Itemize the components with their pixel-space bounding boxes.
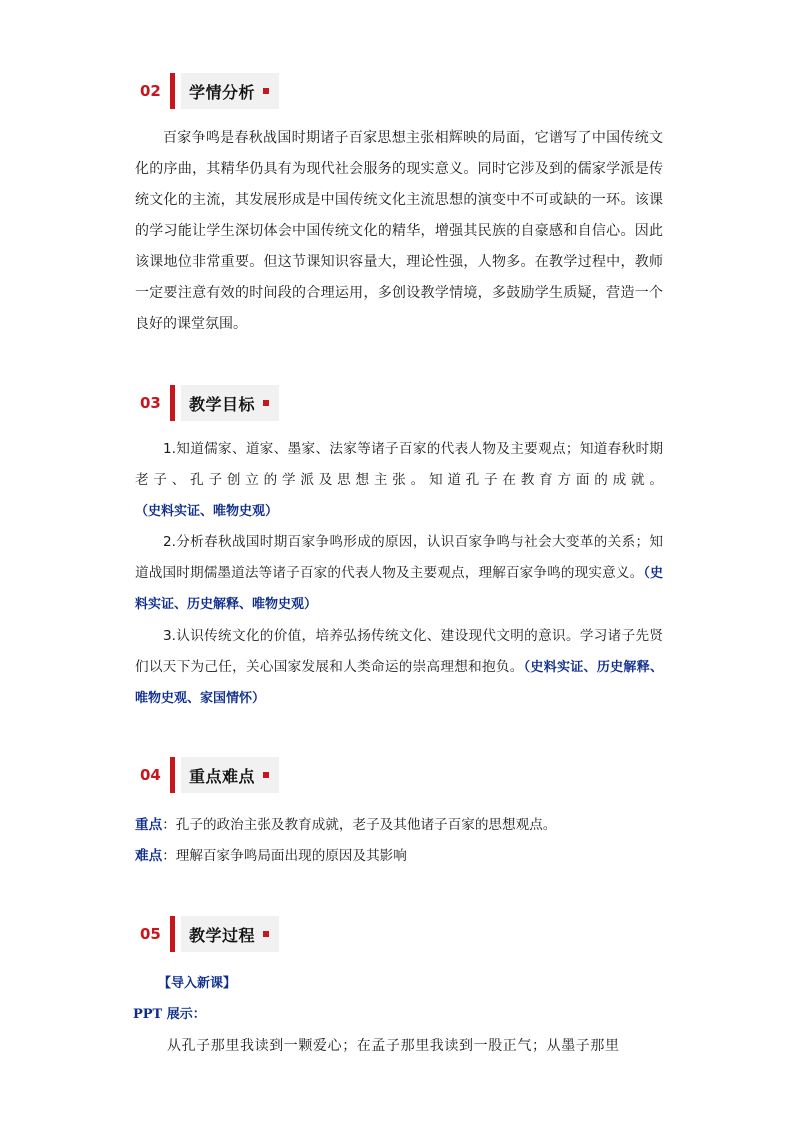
section-title: 重点难点 xyxy=(189,766,256,786)
section-header-process xyxy=(140,916,279,952)
difficulty-label: 难点 xyxy=(135,848,163,864)
goal-item xyxy=(135,621,663,714)
ppt-label: PPT 展示： xyxy=(133,1007,206,1022)
key-point-line xyxy=(135,814,556,836)
section-number: 05 xyxy=(140,925,161,943)
section-title: 学情分析 xyxy=(189,82,256,102)
section-accent-bar xyxy=(170,916,175,952)
square-bullet-icon xyxy=(263,88,269,94)
section-number: 03 xyxy=(140,394,161,412)
quote-text: 从孔子那里我读到一颗爱心；在孟子那里我读到一股正气；从墨子那里 xyxy=(167,1038,620,1054)
square-bullet-icon xyxy=(263,772,269,778)
section-title-box xyxy=(181,385,279,421)
section-header-goals xyxy=(140,385,279,421)
difficulty-line xyxy=(135,845,407,867)
analysis-paragraph: 百家争鸣是春秋战国时期诸子百家思想主张相辉映的局面，它谱写了中国传统文化的序曲，其精华仍具有为现代社会服务的现实意义。同时它涉及到的儒家学派是传统文化的主流，其发展形成是中国传统文化主流思想的演变中不可或缺的一环。该课的学习能让学生深切体会中国传统文化的精华，增强其民族的自豪感和自信心。因此该课地位非常重要。但这节课知识容量大，理论性强，人物多。在教学过程中，教师一定要注意有效的时间段的合理运用，多创设教学情境，多鼓励学生质疑，营造一个良好的课堂氛围。 xyxy=(135,130,663,332)
section-title-box xyxy=(181,73,279,109)
goal-text: 3.认识传统文化的价值，培养弘扬传统文化、建设现代文明的意识。学习诸子先贤们以天下为己任，关心国家发展和人类命运的崇高理想和抱负。 xyxy=(135,628,663,675)
section-header-analysis xyxy=(140,73,279,109)
section-header-keypoints xyxy=(140,757,279,793)
square-bullet-icon xyxy=(263,400,269,406)
section-title: 教学过程 xyxy=(189,925,256,945)
section-title-box xyxy=(181,757,279,793)
goal-tag: （史料实证、历史解释、唯物史观、家国情怀） xyxy=(135,660,663,706)
section-title-box xyxy=(181,916,279,952)
key-point-text: ：孔子的政治主张及教育成就，老子及其他诸子百家的思想观点。 xyxy=(162,817,557,833)
goal-item xyxy=(135,527,663,620)
goal-tag: （史料实证、历史解释、唯物史观） xyxy=(135,566,663,612)
section-number: 02 xyxy=(140,82,161,100)
key-point-label: 重点 xyxy=(135,817,163,833)
goal-text: 2.分析春秋战国时期百家争鸣形成的原因，认识百家争鸣与社会大变革的关系；知道战国时期儒墨道法等诸子百家的代表人物及主要观点，理解百家争鸣的现实意义。 xyxy=(135,534,663,581)
intro-heading: 【导入新课】 xyxy=(158,976,237,991)
goal-tag: （史料实证、唯物史观） xyxy=(135,504,279,519)
section-title: 教学目标 xyxy=(189,394,256,414)
goal-item xyxy=(135,434,663,527)
section-number: 04 xyxy=(140,766,161,784)
section-accent-bar xyxy=(170,73,175,109)
goal-text: 1.知道儒家、道家、墨家、法家等诸子百家的代表人物及主要观点；知道春秋时期老子、孔子创立的学派及思想主张。知道孔子在教育方面的成就。 xyxy=(135,441,663,488)
square-bullet-icon xyxy=(263,931,269,937)
section-accent-bar xyxy=(170,757,175,793)
difficulty-text: ：理解百家争鸣局面出现的原因及其影响 xyxy=(162,848,407,864)
section-accent-bar xyxy=(170,385,175,421)
